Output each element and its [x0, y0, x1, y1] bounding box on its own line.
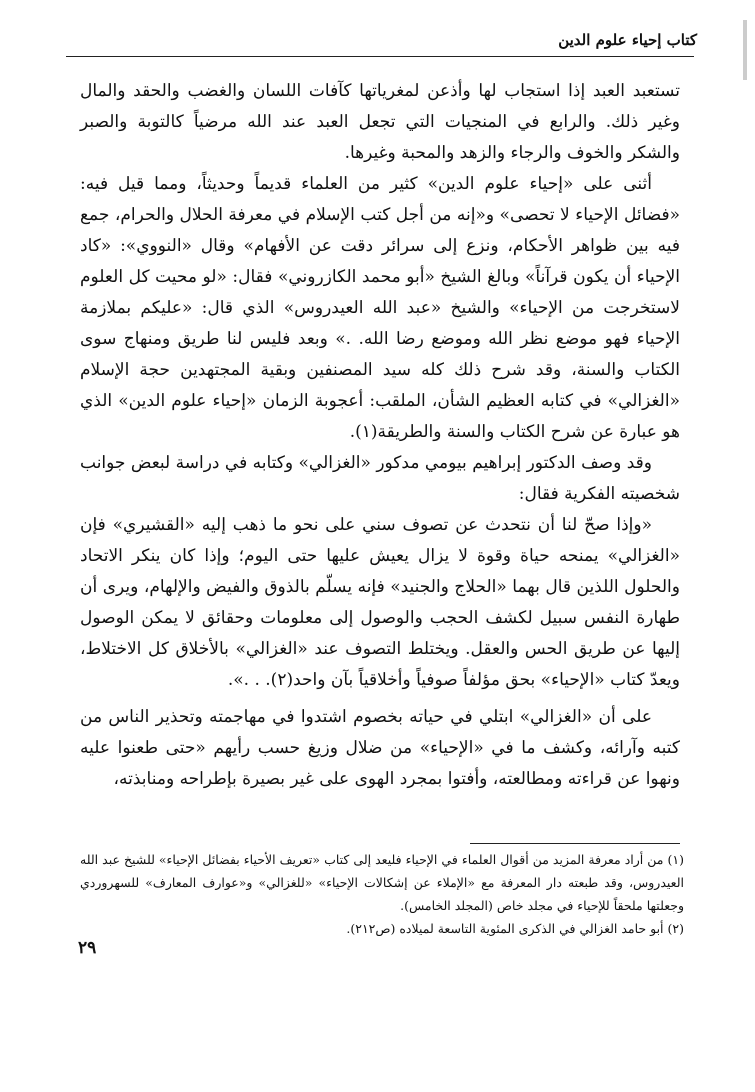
running-head-title: كتاب إحياء علوم الدين	[558, 31, 697, 49]
paragraph-1: تستعبد العبد إذا استجاب لها وأذعن لمغرياتها كآفات اللسان والغضب والحقد والمال وغير ذلك. والرابع في المنجيات التي تجعل العبد عند الله مرضياً كالتوبة والصبر والشكر والخوف والرجاء والزهد والمحبة وغيرها.	[80, 81, 680, 163]
paragraph-2: أثنى على «إحياء علوم الدين» كثير من العلماء قديماً وحديثاً، ومما قيل فيه: «فضائل الإحياء لا تحصى» و«إنه من أجل كتب الإسلام في معرفة الحلال والحرام، جمع فيه بين ظواهر الأحكام، ونزع إلى سرائر دقت عن الأفهام» وقال «النووي»: «كاد الإحياء أن يكون قرآناً» وبالغ الشيخ «أبو محمد الكازروني» فقال: «لو محيت كل العلوم لاستخرجت من الإحياء» والشيخ «عبد الله العيدروس» الذي قال: «عليكم بملازمة الإحياء فهو موضع نظر الله وموضع رضا الله. .» وبعد فليس لنا طريق ومنهاج سوى الكتاب والسنة، وقد شرح ذلك كله سيد المصنفين وبقية المجتهدين حجة الإسلام «الغزالي» في كتابه العظيم الشأن، الملقب: أعجوبة الزمان «إحياء علوم الدين» الذي هو عبارة عن شرح الكتاب والسنة والطريقة(١).	[80, 174, 680, 442]
header-rule	[66, 56, 694, 57]
main-text	[80, 76, 680, 795]
paragraph-5: على أن «الغزالي» ابتلي في حياته بخصوم اشتدوا في مهاجمته وتحذير الناس من كتبه وآرائه، وكشف ما في «الإحياء» من ضلال وزيغ حسب رأيهم «حتى طعنوا عليه ونهوا عن قراءته ومطالعته، وأفتوا بمجرد الهوى على غير بصيرة بإطراحه ومنابذته،	[80, 707, 680, 789]
page-edge-mark	[743, 20, 747, 80]
footnotes	[80, 848, 684, 940]
footnote-rule	[470, 843, 680, 844]
paragraph-4-quote: «وإذا صحّ لنا أن نتحدث عن تصوف سني على نحو ما ذهب إليه «القشيري» فإن «الغزالي» يمنحه حياة وقوة لا يزال يعيش عليها حتى اليوم؛ وإذا كان ينكر الاتحاد والحلول اللذين قال بهما «الحلاج والجنيد» فإنه يسلّم بالذوق والفيض والإلهام، ويرى أن طهارة النفس سبيل لكشف الحجب والوصول إلى معلومات وحقائق لا يمكن الوصول إليها عن طريق الحس والعقل. ويختلط التصوف عند «الغزالي» بالأخلاق كل الاختلاط، ويعدّ كتاب «الإحياء» بحق مؤلفاً صوفياً وأخلاقياً بآن واحد(٢). . .».	[80, 515, 680, 690]
footnote-2: (٢) أبو حامد الغزالي في الذكرى المئوية التاسعة لميلاده (ص٢١٢).	[346, 921, 684, 936]
footnote-1: (١) من أراد معرفة المزيد من أقوال العلماء في الإحياء فليعد إلى كتاب «تعريف الأحياء بفضائل الإحياء» للشيخ عبد الله العيدروس، وقد طبعته دار المعرفة مع «الإملاء عن إشكالات الإحياء» «للغزالي» و«عوارف المعارف» للسهروردي وجعلتها ملحقاً للإحياء في مجلد خاص (المجلد الخامس).	[80, 852, 684, 913]
paragraph-3: وقد وصف الدكتور إبراهيم بيومي مدكور «الغزالي» وكتابه في دراسة لبعض جوانب شخصيته الفكرية فقال:	[80, 453, 680, 504]
page-number: ٢٩	[78, 938, 97, 958]
